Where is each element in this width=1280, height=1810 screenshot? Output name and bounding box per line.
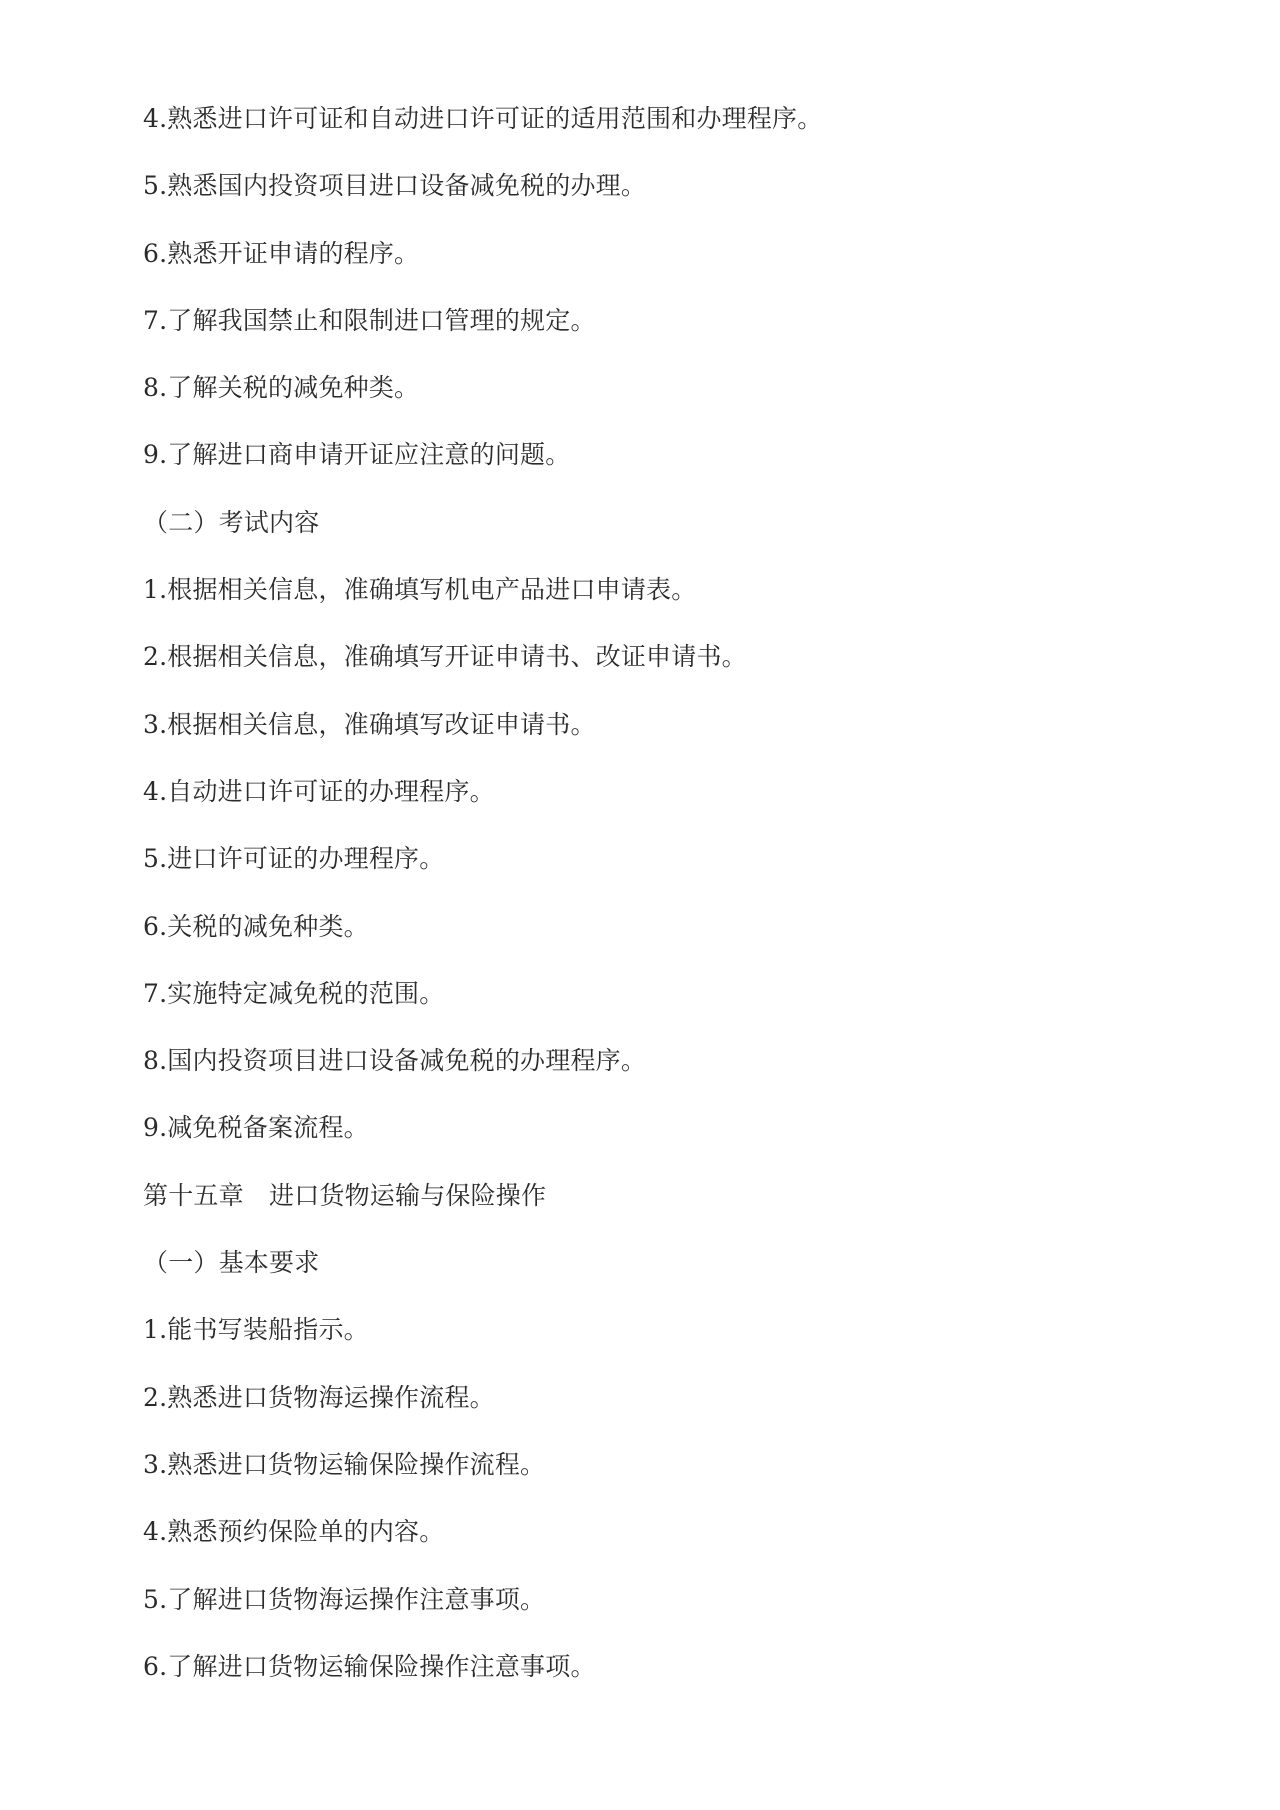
list-item: 2.根据相关信息，准确填写开证申请书、改证申请书。: [143, 642, 747, 672]
list-item: 5.进口许可证的办理程序。: [143, 844, 445, 874]
chapter-heading: 第十五章 进口货物运输与保险操作: [143, 1180, 547, 1210]
document-body: [143, 92, 1143, 1707]
list-item: 4.熟悉预约保险单的内容。: [143, 1517, 445, 1547]
list-item: 1.能书写装船指示。: [143, 1315, 369, 1345]
list-item: 6.熟悉开证申请的程序。: [143, 238, 420, 268]
list-item: 3.根据相关信息，准确填写改证申请书。: [143, 709, 596, 739]
list-item: 6.了解进口货物运输保险操作注意事项。: [143, 1651, 596, 1681]
list-item: 8.了解关税的减免种类。: [143, 373, 420, 403]
list-item: 3.熟悉进口货物运输保险操作流程。: [143, 1449, 546, 1479]
section-heading-basic-requirements: （一）基本要求: [143, 1248, 320, 1278]
list-item: 5.熟悉国内投资项目进口设备减免税的办理。: [143, 171, 647, 201]
section-heading-exam-content: （二）考试内容: [143, 507, 320, 537]
list-item: 4.自动进口许可证的办理程序。: [143, 776, 495, 806]
list-item: 8.国内投资项目进口设备减免税的办理程序。: [143, 1046, 647, 1076]
list-item: 5.了解进口货物海运操作注意事项。: [143, 1584, 546, 1614]
list-item: 1.根据相关信息，准确填写机电产品进口申请表。: [143, 575, 697, 605]
list-item: 6.关税的减免种类。: [143, 911, 369, 941]
list-item: 7.实施特定减免税的范围。: [143, 978, 445, 1008]
list-item: 4.熟悉进口许可证和自动进口许可证的适用范围和办理程序。: [143, 104, 823, 133]
list-item: 7.了解我国禁止和限制进口管理的规定。: [143, 305, 596, 335]
list-item: 9.了解进口商申请开证应注意的问题。: [143, 440, 571, 470]
list-item: 2.熟悉进口货物海运操作流程。: [143, 1382, 495, 1412]
list-item: 9.减免税备案流程。: [143, 1113, 369, 1143]
